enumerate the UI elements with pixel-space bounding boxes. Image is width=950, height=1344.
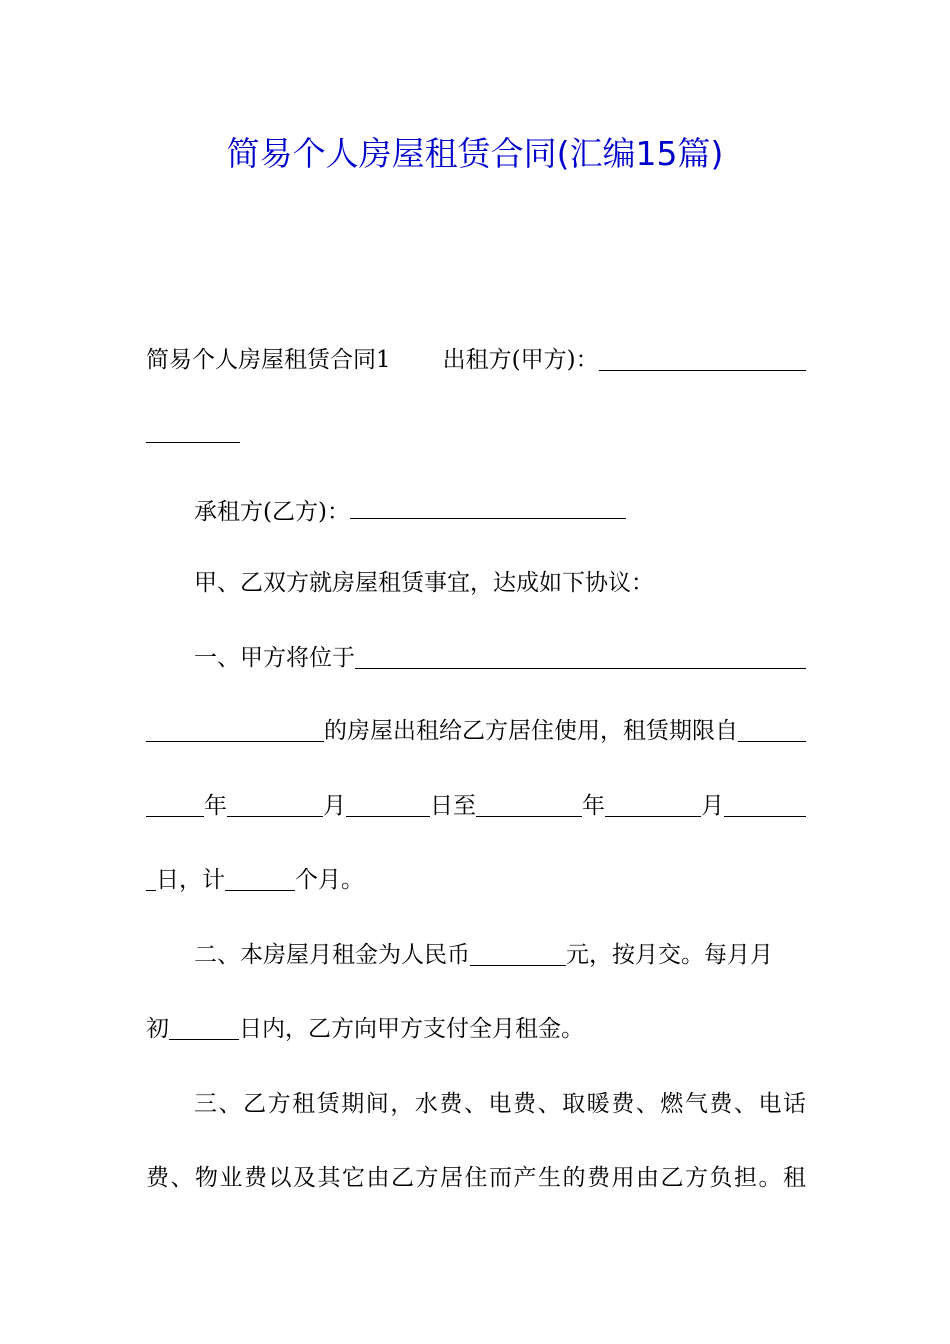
lessee-blank	[350, 494, 626, 519]
address-blank-continued	[146, 717, 324, 742]
rent-amount-blank	[470, 941, 566, 966]
start-month-blank	[227, 792, 323, 817]
end-day-blank	[724, 792, 806, 817]
months-label: 个月。	[295, 867, 364, 893]
clause-3-line-2: 费、物业费以及其它由乙方居住而产生的费用由乙方负担。租	[146, 1165, 806, 1191]
end-month-blank	[605, 792, 701, 817]
clause-2-text-4: 日内，乙方向甲方支付全月租金。	[239, 1016, 584, 1042]
clause-1-line-1	[194, 643, 806, 673]
clause-2-line-2	[146, 1014, 806, 1044]
clause-2-text-3: 初	[146, 1016, 169, 1042]
lessor-blank-continued	[146, 418, 806, 451]
document-title: 简易个人房屋租赁合同(汇编15篇)	[226, 134, 724, 173]
address-blank	[355, 644, 806, 669]
clause-3-line-1: 三、乙方租赁期间，水费、电费、取暖费、燃气费、电话	[194, 1091, 806, 1117]
months-blank	[225, 866, 295, 891]
year-label: 年	[204, 793, 227, 819]
start-day-blank	[346, 792, 430, 817]
clause-1-line-3	[146, 791, 806, 821]
contract-number-label: 简易个人房屋租赁合同1	[146, 347, 391, 373]
clause-1-line-4	[146, 865, 806, 895]
start-year-blank	[738, 717, 806, 742]
agreement-intro: 甲、乙双方就房屋租赁事宜，达成如下协议：	[194, 570, 654, 596]
month-label: 月	[323, 793, 346, 819]
blank	[146, 418, 240, 443]
clause-2-line-1	[194, 940, 806, 970]
lessor-blank	[599, 346, 806, 371]
year-label-2: 年	[582, 793, 605, 819]
lessor-label: 出租方(甲方)：	[442, 347, 599, 373]
lessee-label: 承租方(乙方)：	[194, 499, 350, 525]
clause-1-text-2: 的房屋出租给乙方居住使用，租赁期限自	[324, 718, 738, 744]
day-count-label: 日，计	[156, 867, 225, 893]
end-year-blank	[476, 792, 582, 817]
clause-2-text: 二、本房屋月租金为人民币	[194, 942, 470, 968]
day-to-label: 日至	[430, 793, 476, 819]
blank	[146, 866, 156, 891]
payment-days-blank	[169, 1015, 239, 1040]
clause-1-text: 一、甲方将位于	[194, 645, 355, 671]
blank	[146, 792, 204, 817]
month-label-2: 月	[701, 793, 724, 819]
lessee-line	[194, 494, 806, 527]
contract-heading-line	[146, 345, 806, 375]
clause-2-text-2: 元，按月交。每月月	[566, 942, 773, 968]
clause-1-line-2	[146, 716, 806, 746]
